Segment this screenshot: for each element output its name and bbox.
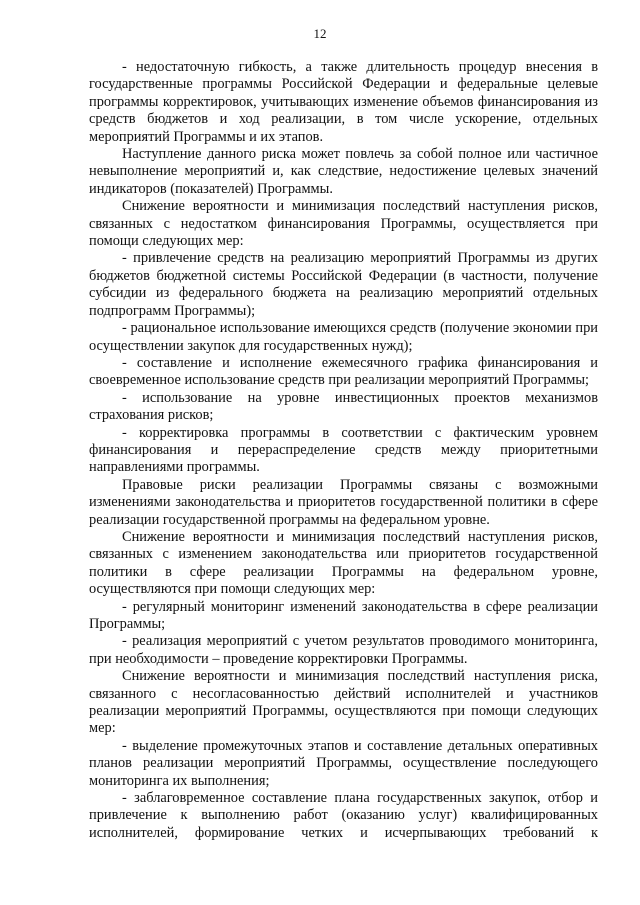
page-number: 12 [313,26,327,41]
paragraph-monitoring-results: - реализация мероприятий с учетом результатов проводимого мониторинга, при необходимости – проведение корректировки Программы. [89,633,598,667]
paragraph-risk-consequence: Наступление данного риска может повлечь за собой полное или частичное невыполнение мероприятий и, как следствие, недостижение целевых значений индикаторов (показателей) Программы. [89,146,598,197]
paragraph-program-adjustment: - корректировка программы в соответствии с фактическим уровнем финансирования и перераспределение средств между приоритетными направлениями программы. [89,424,598,476]
paragraph-monthly-schedule: - составление и исполнение ежемесячного графика финансирования и своевременное использование средств при реализации мероприятий Программы; [89,354,598,389]
paragraph-intermediate-stages: - выделение промежуточных этапов и составление детальных оперативных планов реализации мероприятий Программы, осуществление последующего мониторинга их выполнения; [89,737,598,789]
paragraph-financing-measures-intro: Снижение вероятности и минимизация последствий наступления рисков, связанных с недостатком финансирования Программы, осуществляется при помощи следующих мер: [89,198,598,250]
paragraph-risk-insurance: - использование на уровне инвестиционных проектов механизмов страхования рисков; [89,389,598,424]
paragraph-procurement-plan: - заблаговременное составление плана государственных закупок, отбор и привлечение к выполнению работ (оказанию услуг) квалифицированных исполнителей, формирование четких и исчерпывающих требований к [89,790,598,841]
paragraph-attract-funds: - привлечение средств на реализацию мероприятий Программы из других бюджетов бюджетной системы Российской Федерации (в частности, получение субсидии из федерального бюджета на реализацию мероприятий отдельных подпрограмм Программы); [89,250,598,319]
paragraph-coordination-measures-intro: Снижение вероятности и минимизация последствий наступления риска, связанного с несогласованностью действий исполнителей и участников реализации мероприятий Программы, осуществляются при помощи следующих мер: [89,668,598,737]
paragraph-legal-risks: Правовые риски реализации Программы связаны с возможными изменениями законодательства и приоритетов государственной политики в сфере реализации государственной программы на федеральном уровне. [89,476,598,528]
document-body [89,59,598,842]
paragraph-legal-measures-intro: Снижение вероятности и минимизация последствий наступления рисков, связанных с изменением законодательства или приоритетов государственной политики в сфере реализации Программы на федеральном уровне, осуществляются при помощи следующих мер: [89,528,598,598]
paragraph-rational-use: - рациональное использование имеющихся средств (получение экономии при осуществлении закупок для государственных нужд); [89,320,598,354]
paragraph-legislation-monitoring: - регулярный мониторинг изменений законодательства в сфере реализации Программы; [89,598,598,632]
paragraph-flexibility-risk: - недостаточную гибкость, а также длительность процедур внесения в государственные программы Российской Федерации и федеральные целевые программы корректировок, учитывающих изменение объемов финансирования из средств бюджетов и ход реализации, в том числе ускорение, отдельных мероприятий Программы и их этапов. [89,59,598,145]
